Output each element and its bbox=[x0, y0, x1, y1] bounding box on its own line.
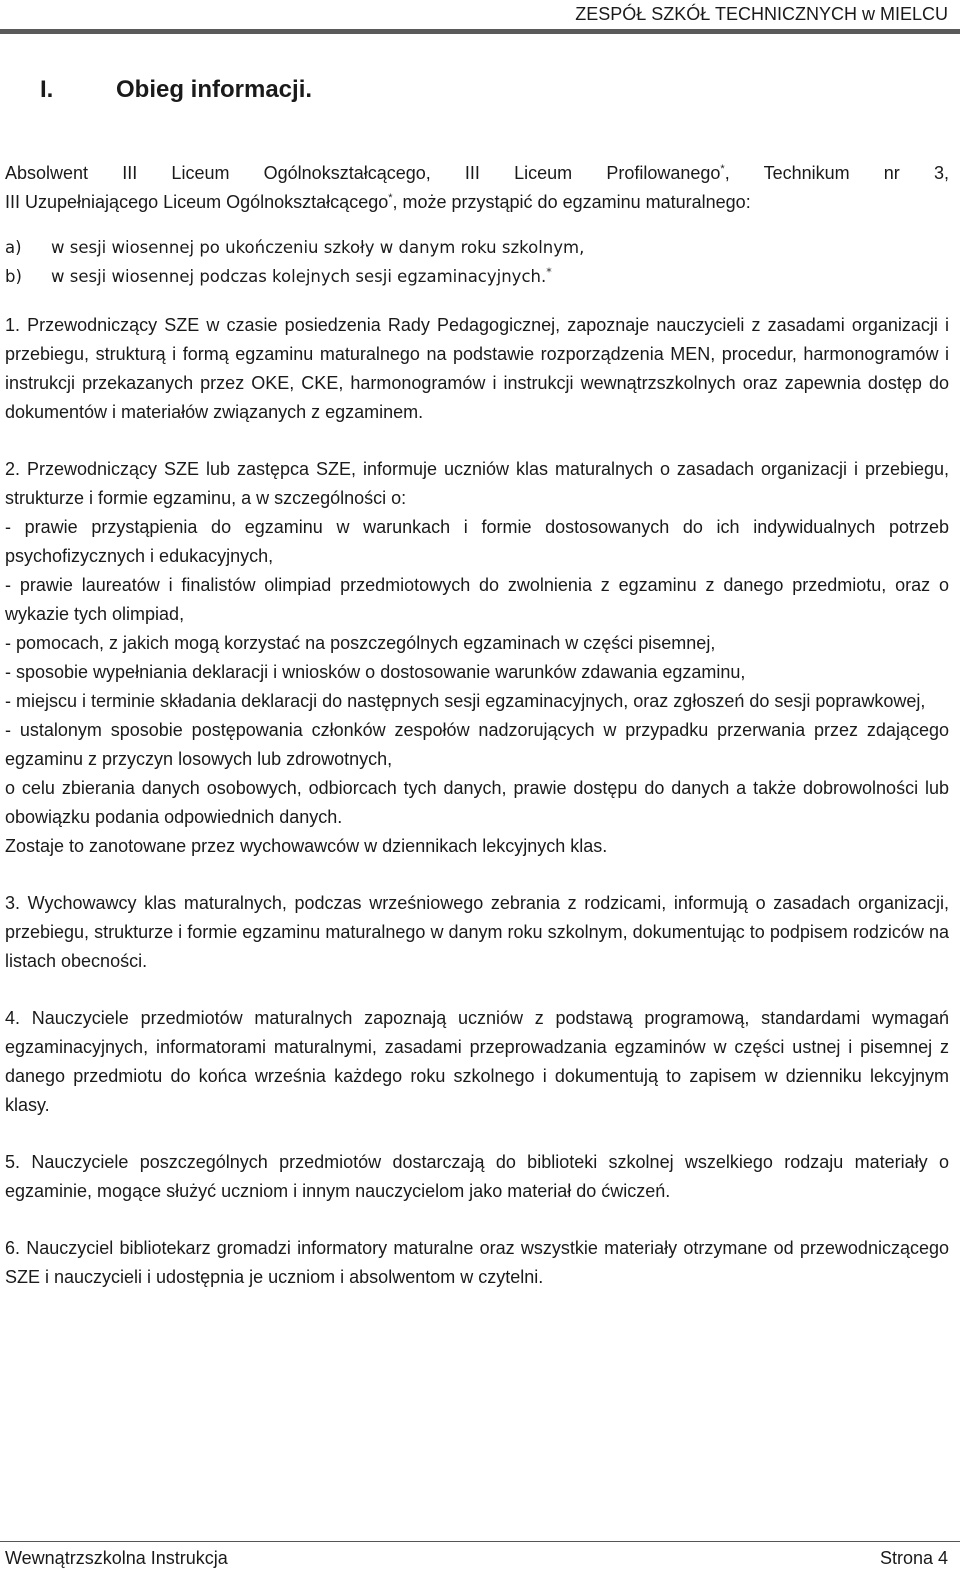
section-number: I. bbox=[40, 76, 54, 103]
paragraph-4: 4. Nauczyciele przedmiotów maturalnych zapoznają uczniów z podstawą programową, standardami wymagań egzaminacyjnych, informatorami maturalnymi, zasadami przeprowadzania egzaminów w części ustnej i pisemnej z danego przedmiotu do końca września każdego roku szkolnego i dokumentują to zapisem w dzienniku lekcyjnym klasy. bbox=[5, 1008, 949, 1115]
list-item-text: w sesji wiosennej po ukończeniu szkoły w danym roku szkolnym, bbox=[51, 238, 585, 257]
paragraph-5: 5. Nauczyciele poszczególnych przedmiotów dostarczają do biblioteki szkolnej wszelkiego rodzaju materiały o egzaminie, mogące służyć uczniom i innym nauczycielom jako materiał do ćwiczeń. bbox=[5, 1152, 949, 1201]
paragraph-1: 1. Przewodniczący SZE w czasie posiedzenia Rady Pedagogicznej, zapoznaje nauczycieli z zasadami organizacji i przebiegu, strukturą i formą egzaminu maturalnego na podstawie rozporządzenia MEN, procedur, harmonogramów i instrukcji przekazanych przez OKE, CKE, harmonogramów i instrukcji wewnątrzszkolnych oraz zapewnia dostęp do dokumentów i materiałów związanych z egzaminem. bbox=[5, 315, 949, 422]
paragraph-2-point: - ustalonym sposobie postępowania członków zespołów nadzorujących w przypadku przerwania przez zdającego egzaminu z przyczyn losowych lub zdrowotnych, bbox=[5, 720, 949, 769]
list-item-text: w sesji wiosennej podczas kolejnych sesji egzaminacyjnych. bbox=[51, 267, 547, 286]
intro-line-2-tail: , może przystąpić do egzaminu maturalnego: bbox=[392, 192, 751, 212]
paragraph-2-point: - pomocach, z jakich mogą korzystać na poszczególnych egzaminach w części pisemnej, bbox=[5, 633, 716, 653]
header-rule bbox=[0, 29, 960, 34]
exam-session-list bbox=[5, 233, 949, 291]
paragraph-3: 3. Wychowawcy klas maturalnych, podczas wrześniowego zebrania z rodzicami, informują o zasadach organizacji, przebiegu, strukturze i formie egzaminu maturalnego w danym roku szkolnym, dokumentując to podpisem rodziców na listach obecności. bbox=[5, 893, 949, 971]
header-school-name: ZESPÓŁ SZKÓŁ TECHNICZNYCH w MIELCU bbox=[575, 4, 948, 24]
footnote-star: * bbox=[720, 163, 725, 175]
intro-line-2 bbox=[5, 188, 949, 217]
list-marker: a) bbox=[5, 238, 22, 257]
paragraph-2-point: o celu zbierania danych osobowych, odbiorcach tych danych, prawie dostępu do danych a także dobrowolności lub obowiązku podania odpowiednich danych. bbox=[5, 778, 949, 827]
paragraph-2-point: - miejscu i terminie składania deklaracji do następnych sesji egzaminacyjnych, oraz zgłoszeń do sesji poprawkowej, bbox=[5, 691, 926, 711]
paragraph-2-intro: 2. Przewodniczący SZE lub zastępca SZE, informuje uczniów klas maturalnych o zasadach organizacji i przebiegu, strukturze i formie egzaminu, a w szczególności o: bbox=[5, 459, 949, 508]
section-title: Obieg informacji. bbox=[116, 76, 313, 103]
intro-line-1-text: Absolwent III Liceum Ogólnokształcącego, III Liceum Profilowanego bbox=[5, 163, 721, 183]
paragraph-2-point: - prawie przystąpienia do egzaminu w warunkach i formie dostosowanych do ich indywidualnych potrzeb psychofizycznych i edukacyjnych, bbox=[5, 517, 949, 566]
list-item bbox=[5, 233, 949, 262]
footer-rule bbox=[0, 1541, 960, 1542]
footer-page-number: Strona 4 bbox=[879, 1548, 948, 1568]
paragraph-2-point: - prawie laureatów i finalistów olimpiad przedmiotowych do zwolnienia z egzaminu z danego przedmiotu, oraz o wykazie tych olimpiad, bbox=[5, 575, 949, 624]
intro-line-2-text: III Uzupełniającego Liceum Ogólnokształcącego bbox=[5, 192, 389, 212]
intro-line-1-tail: , Technikum nr 3, bbox=[724, 163, 950, 183]
footer-document-name: Wewnątrzszkolna Instrukcja bbox=[5, 1548, 228, 1568]
list-marker: b) bbox=[5, 267, 22, 286]
paragraph-2-tail: Zostaje to zanotowane przez wychowawców w dziennikach lekcyjnych klas. bbox=[5, 836, 608, 856]
paragraph-6: 6. Nauczyciel bibliotekarz gromadzi informatory maturalne oraz wszystkie materiały otrzymane od przewodniczącego SZE i nauczycieli i udostępnia je uczniom i absolwentom w czytelni. bbox=[5, 1238, 949, 1287]
footnote-star: * bbox=[546, 265, 552, 279]
document-body bbox=[5, 159, 949, 1320]
footnote-star: * bbox=[388, 192, 393, 204]
paragraph-2-point: - sposobie wypełniania deklaracji i wniosków o dostosowanie warunków zdawania egzaminu, bbox=[5, 662, 746, 682]
list-item bbox=[5, 262, 949, 291]
intro-line-1 bbox=[5, 159, 949, 188]
section-heading bbox=[40, 76, 312, 104]
